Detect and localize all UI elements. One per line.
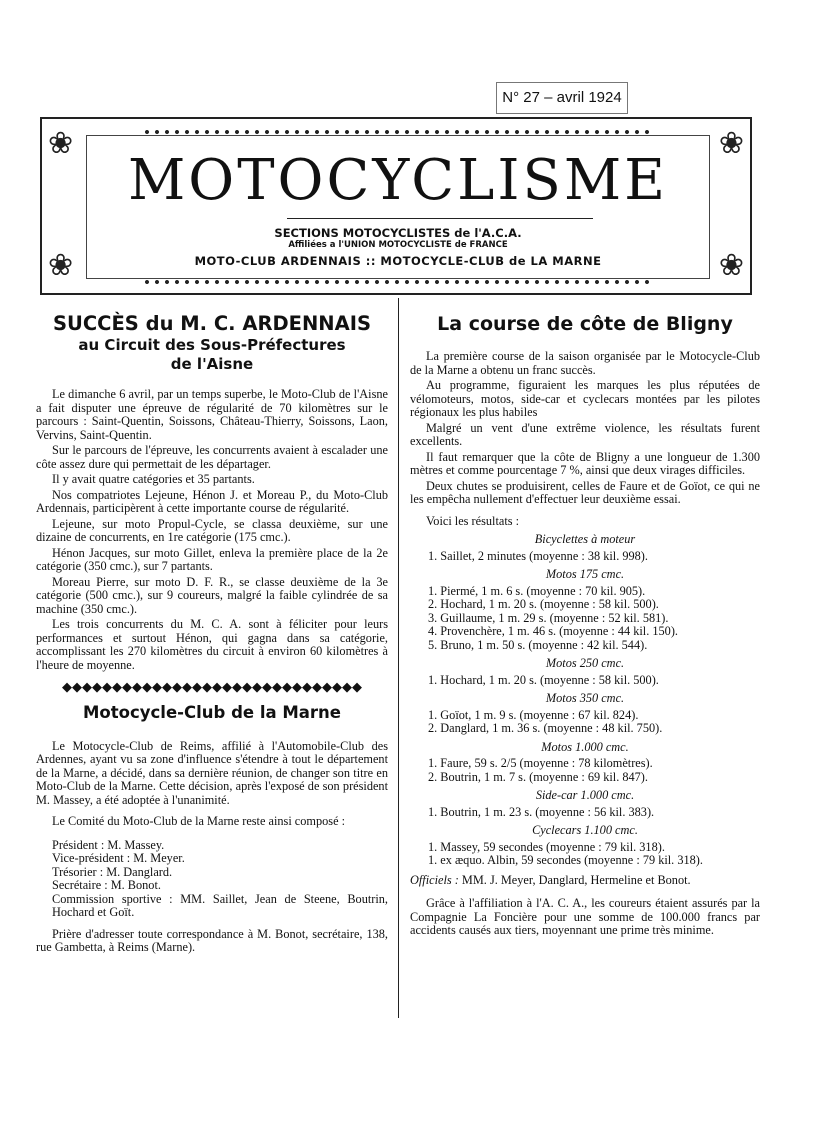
result-row: 2. Danglard, 1 m. 36 s. (moyenne : 48 kil. 750).	[428, 721, 663, 735]
article-subtitle: de l'Aisne	[170, 355, 254, 373]
result-row: 4. Provenchère, 1 m. 46 s. (moyenne : 44 kil. 150).	[428, 624, 678, 638]
list-item: Trésorier : M. Danglard.	[52, 864, 173, 879]
right-column	[410, 312, 760, 940]
masthead-line2: Affiliées a l'UNION MOTOCYCLISTE de FRANCE	[288, 240, 508, 250]
result-row: 1. Hochard, 1 m. 20 s. (moyenne : 58 kil. 500).	[428, 672, 659, 687]
result-row: 2. Hochard, 1 m. 20 s. (moyenne : 58 kil. 500).	[428, 597, 659, 611]
category-heading: Motos 175 cmc.	[545, 567, 625, 581]
result-row: 1. Faure, 59 s. 2/5 (moyenne : 78 kilomètres).	[428, 756, 653, 770]
masthead-frame	[86, 135, 710, 279]
result-row: 1. Saillet, 2 minutes (moyenne : 38 kil. 998).	[428, 548, 648, 563]
masthead	[40, 117, 752, 295]
officials-label: Officiels :	[410, 872, 459, 887]
diamond-separator: ◆◆◆◆◆◆◆◆◆◆◆◆◆◆◆◆◆◆◆◆◆◆◆◆◆◆◆◆◆◆	[62, 680, 362, 694]
masthead-line3: MOTO-CLUB ARDENNAIS :: MOTOCYCLE-CLUB de LA MARNE	[194, 254, 602, 268]
list-item: Vice-président : M. Meyer.	[52, 851, 185, 865]
officials-line	[410, 874, 760, 888]
article-subtitle: au Circuit des Sous-Préfectures	[78, 336, 346, 354]
committee-list	[36, 839, 388, 920]
title-rule	[287, 218, 593, 219]
paragraph: Deux chutes se produisirent, celles de Faure et de Goïot, ce qui ne les empêcha nullement d'effectuer leur deuxième essai.	[410, 478, 760, 506]
masthead-line1: SECTIONS MOTOCYCLISTES de l'A.C.A.	[274, 226, 522, 240]
paragraph: Prière d'adresser toute correspondance à M. Bonot, secrétaire, 138, rue Gambetta, à Reims (Marne).	[36, 926, 388, 954]
paragraph: Le Comité du Moto-Club de la Marne reste ainsi composé :	[52, 814, 346, 828]
paragraph: Nos compatriotes Lejeune, Hénon J. et Moreau P., du Moto-Club Ardennais, participèrent à cette importante course de régularité.	[36, 487, 388, 515]
paragraph: Moreau Pierre, sur moto D. F. R., se classe deuxième de la 3e catégorie (500 cmc.), sur 9 coureurs, malgré la faible cylindrée de sa machine (350 cmc.).	[36, 574, 388, 616]
result-row: 1. Piermé, 1 m. 6 s. (moyenne : 70 kil. 905).	[428, 583, 646, 598]
left-column	[36, 312, 388, 957]
officials-names: MM. J. Meyer, Danglard, Hermeline et Bonot.	[461, 872, 691, 887]
category-heading: Side-car 1.000 cmc.	[535, 788, 635, 802]
paragraph: La première course de la saison organisée par le Motocycle-Club de la Marne a obtenu un franc succès.	[410, 349, 760, 377]
category-heading: Motos 350 cmc.	[545, 691, 625, 705]
category-heading: Cyclecars 1.100 cmc.	[532, 823, 638, 837]
paragraph: Le Motocycle-Club de Reims, affilié à l'Automobile-Club des Ardennes, ayant vu sa zone d'influence s'étendre à tout le département de la Marne, a décidé, dans sa dernière réunion, de changer son titre en Moto-Club de la Marne. Cette décision, après l'exposé de son président M. Massey, a été adoptée à l'unanimité.	[36, 738, 388, 807]
result-row: 3. Guillaume, 1 m. 29 s. (moyenne : 52 kil. 581).	[428, 610, 669, 625]
paragraph: Malgré un vent d'une extrême violence, les résultats furent excellents.	[410, 420, 760, 448]
result-row: 1. Massey, 59 secondes (moyenne : 79 kil. 318).	[428, 839, 665, 854]
paragraph: Sur le parcours de l'épreuve, les concurrents avaient à escalader une côte assez dure qui permettait de les départager.	[36, 443, 388, 471]
ornament-icon: ❀	[718, 249, 744, 282]
paragraph: Le dimanche 6 avril, par un temps superbe, le Moto-Club de l'Aisne a fait disputer une épreuve de régularité de 70 kilomètres sur le parcours : Saint-Quentin, Soissons, Château-Thierry, Soissons, Laon, Vervins, Saint-Quentin.	[36, 387, 388, 442]
paragraph: Il faut remarquer que la côte de Bligny a une longueur de 1.300 mètres et comme pourcentage 7 %, ainsi que deux virages difficiles.	[410, 449, 760, 477]
column-divider	[398, 298, 399, 1018]
category-heading: Motos 250 cmc.	[545, 656, 625, 670]
result-row: 5. Bruno, 1 m. 50 s. (moyenne : 42 kil. 544).	[428, 637, 648, 652]
article-title: SUCCÈS du M. C. ARDENNAIS	[52, 312, 372, 335]
list-item: Président : M. Massey.	[52, 837, 165, 852]
paragraph: Lejeune, sur moto Propul-Cycle, se classa deuxième, sur une dizaine de concurrents, en 1re catégorie (175 cmc.).	[36, 516, 388, 544]
article-title: Motocycle-Club de la Marne	[83, 702, 341, 722]
paragraph: Les trois concurrents du M. C. A. sont à féliciter pour leurs performances et surtout Hénon, qui gagna dans sa catégorie, accomplissant les 270 kilomètres du circuit à environ 60 kilomètres à l'heure de moyenne.	[36, 617, 388, 672]
article-title: La course de côte de Bligny	[437, 313, 733, 335]
list-item: Secrétaire : M. Bonot.	[52, 878, 161, 892]
masthead-title: MOTOCYCLISME	[127, 148, 669, 213]
ornament-icon: ❀	[48, 249, 74, 282]
paragraph: Au programme, figuraient les marques les plus réputées de vélomoteurs, motos, side-car et cyclecars montées par les pilotes régionaux les plus habiles	[410, 378, 760, 419]
result-row: 1. Goïot, 1 m. 9 s. (moyenne : 67 kil. 824).	[428, 707, 639, 722]
ornament-icon: ❀	[48, 127, 74, 160]
paragraph: Grâce à l'affiliation à l'A. C. A., les coureurs étaient assurés par la Compagnie La Foncière pour une somme de 100.000 francs par accidents causés aux tiers, moyennant une prime très minime.	[410, 896, 760, 937]
issue-label: N° 27 – avril 1924	[496, 82, 628, 114]
paragraph: Voici les résultats :	[426, 513, 520, 528]
category-heading: Motos 1.000 cmc.	[541, 739, 629, 754]
result-row: 1. ex æquo. Albin, 59 secondes (moyenne : 79 kil. 318).	[428, 853, 703, 867]
result-row: 2. Boutrin, 1 m. 7 s. (moyenne : 69 kil. 847).	[428, 769, 648, 784]
list-item: Commission sportive : MM. Saillet, Jean de Steene, Boutrin, Hochard et Goït.	[52, 891, 388, 919]
result-row: 1. Boutrin, 1 m. 23 s. (moyenne : 56 kil. 383).	[428, 804, 655, 819]
ornament-icon: ❀	[718, 127, 744, 160]
paragraph: Hénon Jacques, sur moto Gillet, enleva la première place de la 2e catégorie (350 cmc.), sur 7 partants.	[36, 545, 388, 573]
paragraph: Il y avait quatre catégories et 35 partants.	[52, 472, 255, 486]
category-heading: Bicyclettes à moteur	[534, 532, 636, 546]
